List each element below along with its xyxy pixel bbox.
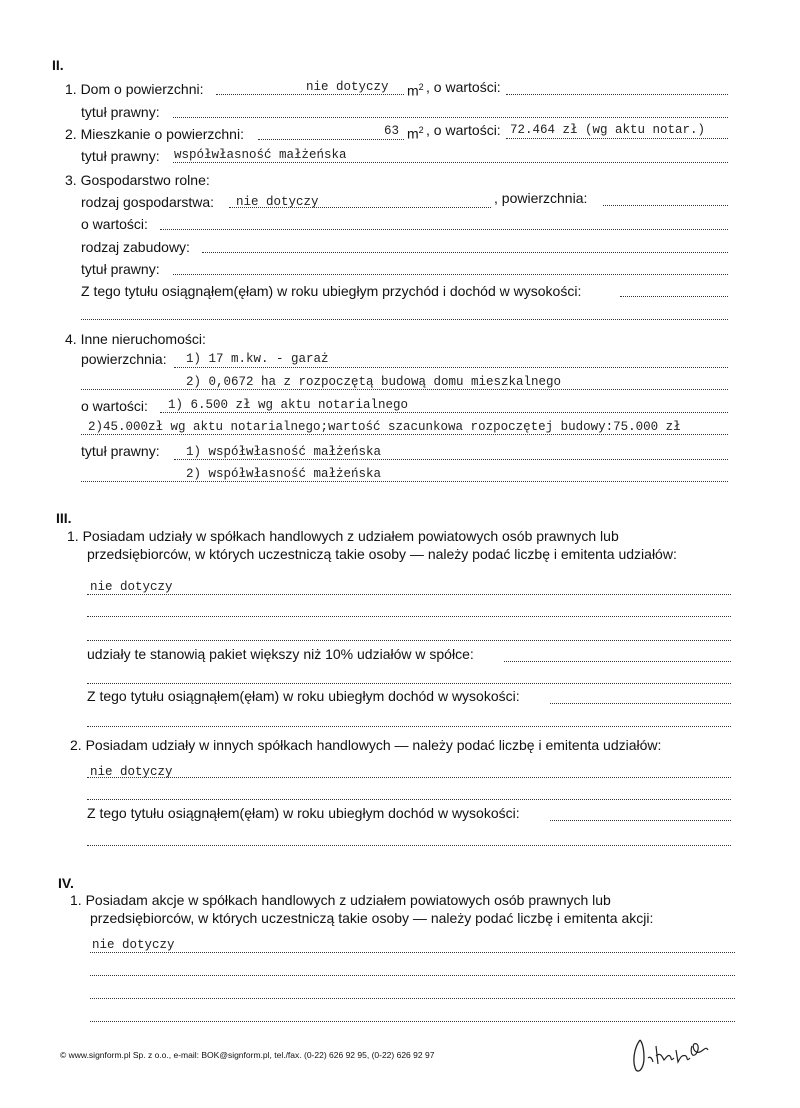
other-shares-line-1 <box>87 777 731 778</box>
other-worth-value-2: 2)45.000zł wg aktu notarialnego;wartość szacunkowa rozpoczętej budowy:75.000 zł <box>88 420 681 434</box>
flat-worth-line <box>506 138 728 139</box>
farm-build-label: rodzaj zabudowy: <box>81 239 190 255</box>
farm-worth-label: o wartości: <box>81 216 148 232</box>
house-area-line <box>216 94 404 95</box>
other-shares-income-line <box>550 820 731 821</box>
shares-text-1: 1. Posiadam udziały w spółkach handlowych z udziałem powiatowych osób prawnych lub <box>67 528 619 544</box>
house-area-value: nie dotyczy <box>306 80 389 94</box>
farm-title-label: tytuł prawny: <box>81 261 160 277</box>
shares-income-label: Z tego tytułu osiągnąłem(ęłam) w roku ubiegłym dochód w wysokości: <box>87 688 520 704</box>
stocks-text-1: 1. Posiadam akcje w spółkach handlowych z udziałem powiatowych osób prawnych lub <box>70 892 611 908</box>
stocks-line-4 <box>90 1021 735 1022</box>
flat-title-label: tytuł prawny: <box>81 148 160 164</box>
flat-title-value: współwłasność małżeńska <box>174 148 347 162</box>
other-worth-label: o wartości: <box>81 398 148 414</box>
shares-income-line-2 <box>87 726 731 727</box>
other-property-label: 4. Inne nieruchomości: <box>65 331 206 347</box>
other-area-line-2 <box>81 389 728 390</box>
farm-label: 3. Gospodarstwo rolne: <box>65 172 210 188</box>
flat-worth-value: 72.464 zł (wg aktu notar.) <box>510 123 706 137</box>
stocks-line-1 <box>90 952 735 953</box>
other-title-line-2 <box>81 481 728 482</box>
other-title-value-1: 1) współwłasność małżeńska <box>186 445 382 459</box>
farm-build-line <box>202 252 728 253</box>
shares-income-line <box>550 703 731 704</box>
shares-line-3 <box>87 640 731 641</box>
other-area-line-1 <box>174 367 728 368</box>
flat-label: 2. Mieszkanie o powierzchni: <box>65 126 244 142</box>
shares-pakiet-line <box>504 661 731 662</box>
section-iv-heading: IV. <box>58 875 74 891</box>
footer-text: © www.signform.pl Sp. z o.o., e-mail: BOK@signform.pl, tel./fax. (0-22) 626 92 95, (0-22) 626 92 97 <box>60 1050 435 1060</box>
house-worth-label: , o wartości: <box>426 79 501 95</box>
other-worth-line-2 <box>81 434 728 435</box>
section-ii-heading: II. <box>52 57 64 73</box>
house-label: 1. Dom o powierzchni: <box>65 81 204 97</box>
house-title-label: tytuł prawny: <box>81 104 160 120</box>
farm-type-value: nie dotyczy <box>236 195 319 209</box>
stocks-line-2 <box>90 975 735 976</box>
other-area-value-2: 2) 0,0672 ha z rozpoczętą budową domu mieszkalnego <box>186 375 562 389</box>
house-title-line <box>173 117 728 118</box>
flat-area-line <box>258 139 404 140</box>
shares-pakiet-label: udziały te stanowią pakiet większy niż 10% udziałów w spółce: <box>87 646 474 662</box>
other-area-label: powierzchnia: <box>81 351 167 367</box>
shares-value: nie dotyczy <box>90 580 173 594</box>
farm-title-line <box>173 274 728 275</box>
other-shares-line-2 <box>87 799 731 800</box>
other-worth-line-1 <box>160 412 728 413</box>
other-shares-income-label: Z tego tytułu osiągnąłem(ęłam) w roku ubiegłym dochód w wysokości: <box>87 805 520 821</box>
other-title-value-2: 2) współwłasność małżeńska <box>186 467 382 481</box>
farm-worth-line <box>160 229 728 230</box>
other-shares-income-line-2 <box>87 845 731 846</box>
other-shares-text: 2. Posiadam udziały w innych spółkach handlowych — należy podać liczbę i emitenta udziałów: <box>70 737 662 753</box>
other-title-line-1 <box>174 459 728 460</box>
house-worth-line <box>506 94 728 95</box>
signature <box>626 1028 736 1076</box>
stocks-text-2: przedsiębiorców, w których uczestniczą takie osoby — należy podać liczbę i emitenta akcji: <box>90 910 654 926</box>
flat-title-line <box>173 162 728 163</box>
other-area-value-1: 1) 17 m.kw. - garaż <box>186 352 329 366</box>
flat-area-value: 63 <box>384 124 400 138</box>
other-title-label: tytuł prawny: <box>81 443 160 459</box>
stocks-line-3 <box>90 998 735 999</box>
shares-pakiet-line-2 <box>87 683 731 684</box>
farm-income-line-2 <box>81 319 728 320</box>
house-unit: $m^2$ <box>407 82 424 99</box>
farm-area-line <box>603 205 728 206</box>
other-shares-value: nie dotyczy <box>90 765 173 779</box>
flat-unit: $m^2$ <box>407 125 424 142</box>
other-worth-value-1: 1) 6.500 zł wg aktu notarialnego <box>168 398 409 412</box>
shares-line-2 <box>87 616 731 617</box>
farm-income-line <box>620 296 728 297</box>
farm-type-label: rodzaj gospodarstwa: <box>81 194 215 210</box>
shares-line-1 <box>87 594 731 595</box>
stocks-value: nie dotyczy <box>92 938 175 952</box>
shares-text-2: przedsiębiorców, w których uczestniczą takie osoby — należy podać liczbę i emitenta udziałów: <box>87 546 677 562</box>
farm-income-label: Z tego tytułu osiągnąłem(ęłam) w roku ubiegłym przychód i dochód w wysokości: <box>81 283 582 299</box>
section-iii-heading: III. <box>56 510 72 526</box>
farm-area-label: , powierzchnia: <box>494 190 588 206</box>
flat-worth-label: , o wartości: <box>426 122 501 138</box>
